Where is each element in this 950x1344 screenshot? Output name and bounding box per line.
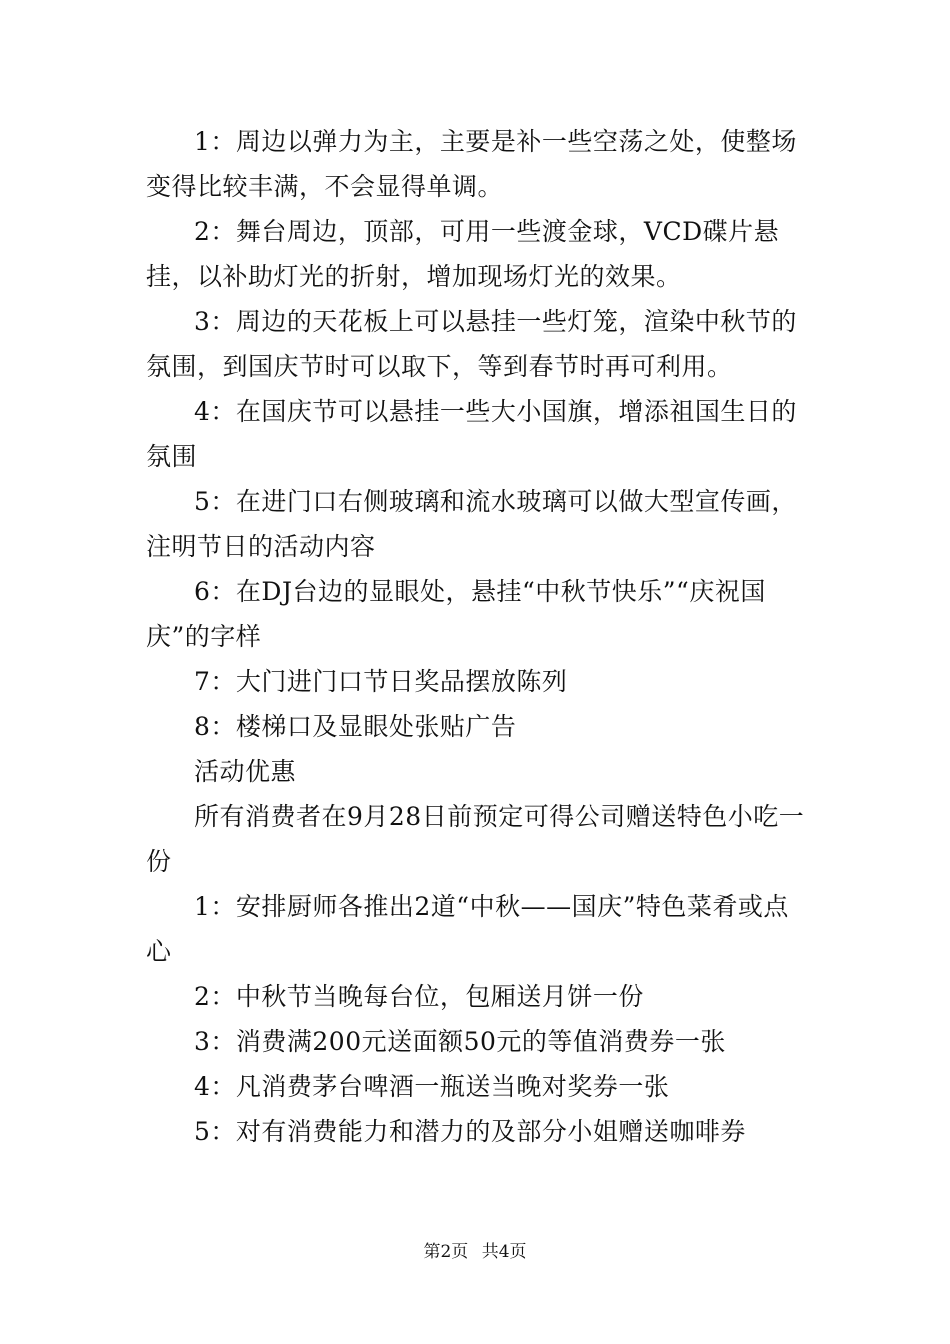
- current-page-number: 第2页: [423, 1242, 469, 1262]
- paragraph-promo-2: 2：中秋节当晚每台位，包厢送月饼一份: [194, 982, 644, 1011]
- paragraph-promo-5: 5：对有消费能力和潜力的及部分小姐赠送咖啡券: [194, 1117, 746, 1146]
- paragraph-decor-4: 4：在国庆节可以悬挂一些大小国旗，增添祖国生日的氛围: [146, 397, 797, 471]
- paragraph-decor-3: 3：周边的天花板上可以悬挂一些灯笼，渲染中秋节的氛围，到国庆节时可以取下，等到春节时再可利用。: [146, 307, 797, 381]
- paragraph-decor-2: 2：舞台周边，顶部，可用一些渡金球，VCD碟片悬挂，以补助灯光的折射，增加现场灯光的效果。: [146, 217, 780, 291]
- total-pages: 共4页: [481, 1242, 527, 1262]
- paragraph-promo-4: 4：凡消费茅台啤酒一瓶送当晚对奖券一张: [194, 1072, 670, 1101]
- paragraph-decor-6: 6：在DJ台边的显眼处，悬挂“中秋节快乐”“庆祝国庆”的字样: [146, 577, 766, 651]
- paragraph-decor-5: 5：在进门口右侧玻璃和流水玻璃可以做大型宣传画，注明节日的活动内容: [146, 487, 797, 561]
- paragraph-promo-1: 1：安排厨师各推出2道“中秋——国庆”特色菜肴或点心: [146, 892, 789, 966]
- paragraph-decor-8: 8：楼梯口及显眼处张贴广告: [194, 712, 517, 741]
- page-footer: [0, 1240, 950, 1264]
- paragraph-decor-1: 1：周边以弹力为主，主要是补一些空荡之处，使整场变得比较丰满，不会显得单调。: [146, 127, 797, 201]
- document-body: [146, 119, 810, 1154]
- paragraph-decor-7: 7：大门进门口节日奖品摆放陈列: [194, 667, 568, 696]
- paragraph-promo-intro: 所有消费者在9月28日前预定可得公司赠送特色小吃一份: [146, 802, 805, 876]
- paragraph-promo-3: 3：消费满200元送面额50元的等值消费券一张: [194, 1027, 726, 1056]
- section-heading-promotions: 活动优惠: [194, 757, 297, 786]
